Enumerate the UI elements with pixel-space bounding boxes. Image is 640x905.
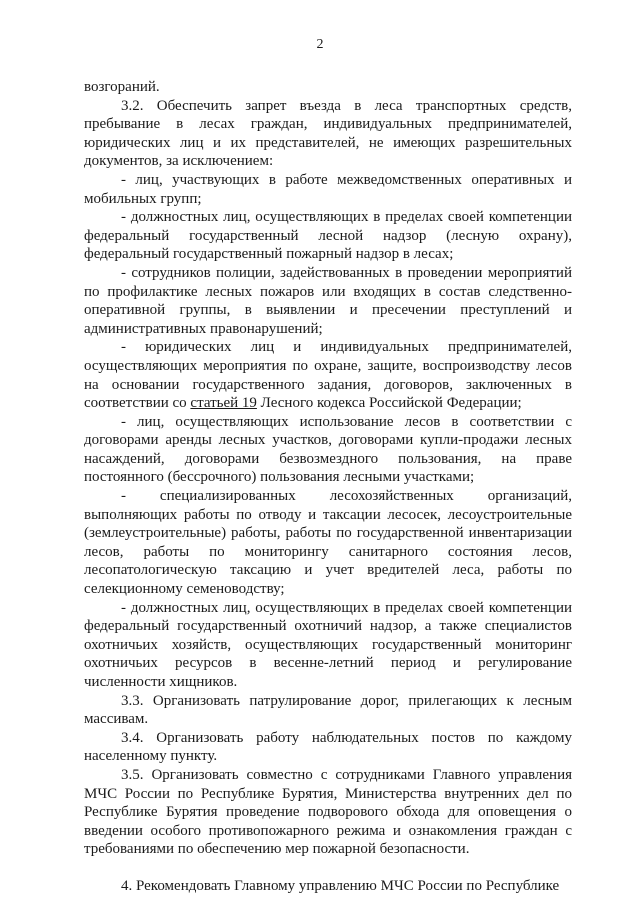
list-item-text: Лесного кодекса Российской Федерации; [256, 395, 522, 412]
paragraph-continuation: возгораний. [84, 79, 160, 95]
list-item-text: - юридических лиц и индивидуальных предпринимателей, осуществляющих мероприятия по охране, защите, воспроизводству лесов на основании государственного задания, договоров, заключенных в соответствии со [84, 339, 572, 412]
list-item: - лиц, осуществляющих использование лесов в соответствии с договорами аренды лесных участков, договорами купли-продажи лесных насаждений, договорами безвозмездного пользования, на праве постоянного (бессрочного) пользования лесными участками; [84, 413, 572, 486]
paragraph-3-3: 3.3. Организовать патрулирование дорог, прилегающих к лесным массивам. [84, 692, 572, 728]
list-item: - специализированных лесохозяйственных организаций, выполняющих работы по отводу и таксации лесосек, лесоустроительные (землеустроительные) работы, работы по государственной инвентаризации лесов, работы по мониторингу санитарного состояния лесов, лесопатологическую таксацию и учет вредителей леса, работы по селекционному семеноводству; [84, 488, 572, 598]
paragraph-4: 4. Рекомендовать Главному управлению МЧС России по Республике [121, 877, 560, 894]
document-body [84, 78, 572, 896]
list-item: - сотрудников полиции, задействованных в проведении мероприятий по профилактике лесных пожаров или входящих в состав следственно-оперативной группы, в выявлении и пресечении преступлений и административных правонарушений; [84, 264, 572, 337]
page-number: 2 [316, 37, 324, 52]
paragraph-3-4: 3.4. Организовать работу наблюдательных постов по каждому населенному пункту. [84, 729, 572, 765]
statute-link[interactable]: статьей 19 [190, 395, 257, 412]
list-item [84, 338, 572, 412]
paragraph-3-5: 3.5. Организовать совместно с сотрудниками Главного управления МЧС России по Республике Бурятия, Министерства внутренних дел по Республике Бурятия проведение подворового обхода для оповещения о введении особого противопожарного режима и ознакомления граждан с требованиями по обеспечению мер пожарной безопасности. [84, 766, 572, 858]
paragraph-3-2: 3.2. Обеспечить запрет въезда в леса транспортных средств, пребывание в лесах граждан, индивидуальных предпринимателей, юридических лиц и их представителей, не имеющих разрешительных документов, за исключением: [84, 97, 572, 170]
list-item: - должностных лиц, осуществляющих в пределах своей компетенции федеральный государственный охотничий надзор, а также специалистов охотничьих хозяйств, осуществляющих государственный мониторинг охотничьих ресурсов в весенне-летний период и регулирование численности хищников. [84, 599, 572, 690]
list-item: - лиц, участвующих в работе межведомственных оперативных и мобильных групп; [84, 171, 572, 207]
list-item: - должностных лиц, осуществляющих в пределах своей компетенции федеральный государственный лесной надзор (лесную охрану), федеральный государственный пожарный надзор в лесах; [84, 209, 572, 263]
